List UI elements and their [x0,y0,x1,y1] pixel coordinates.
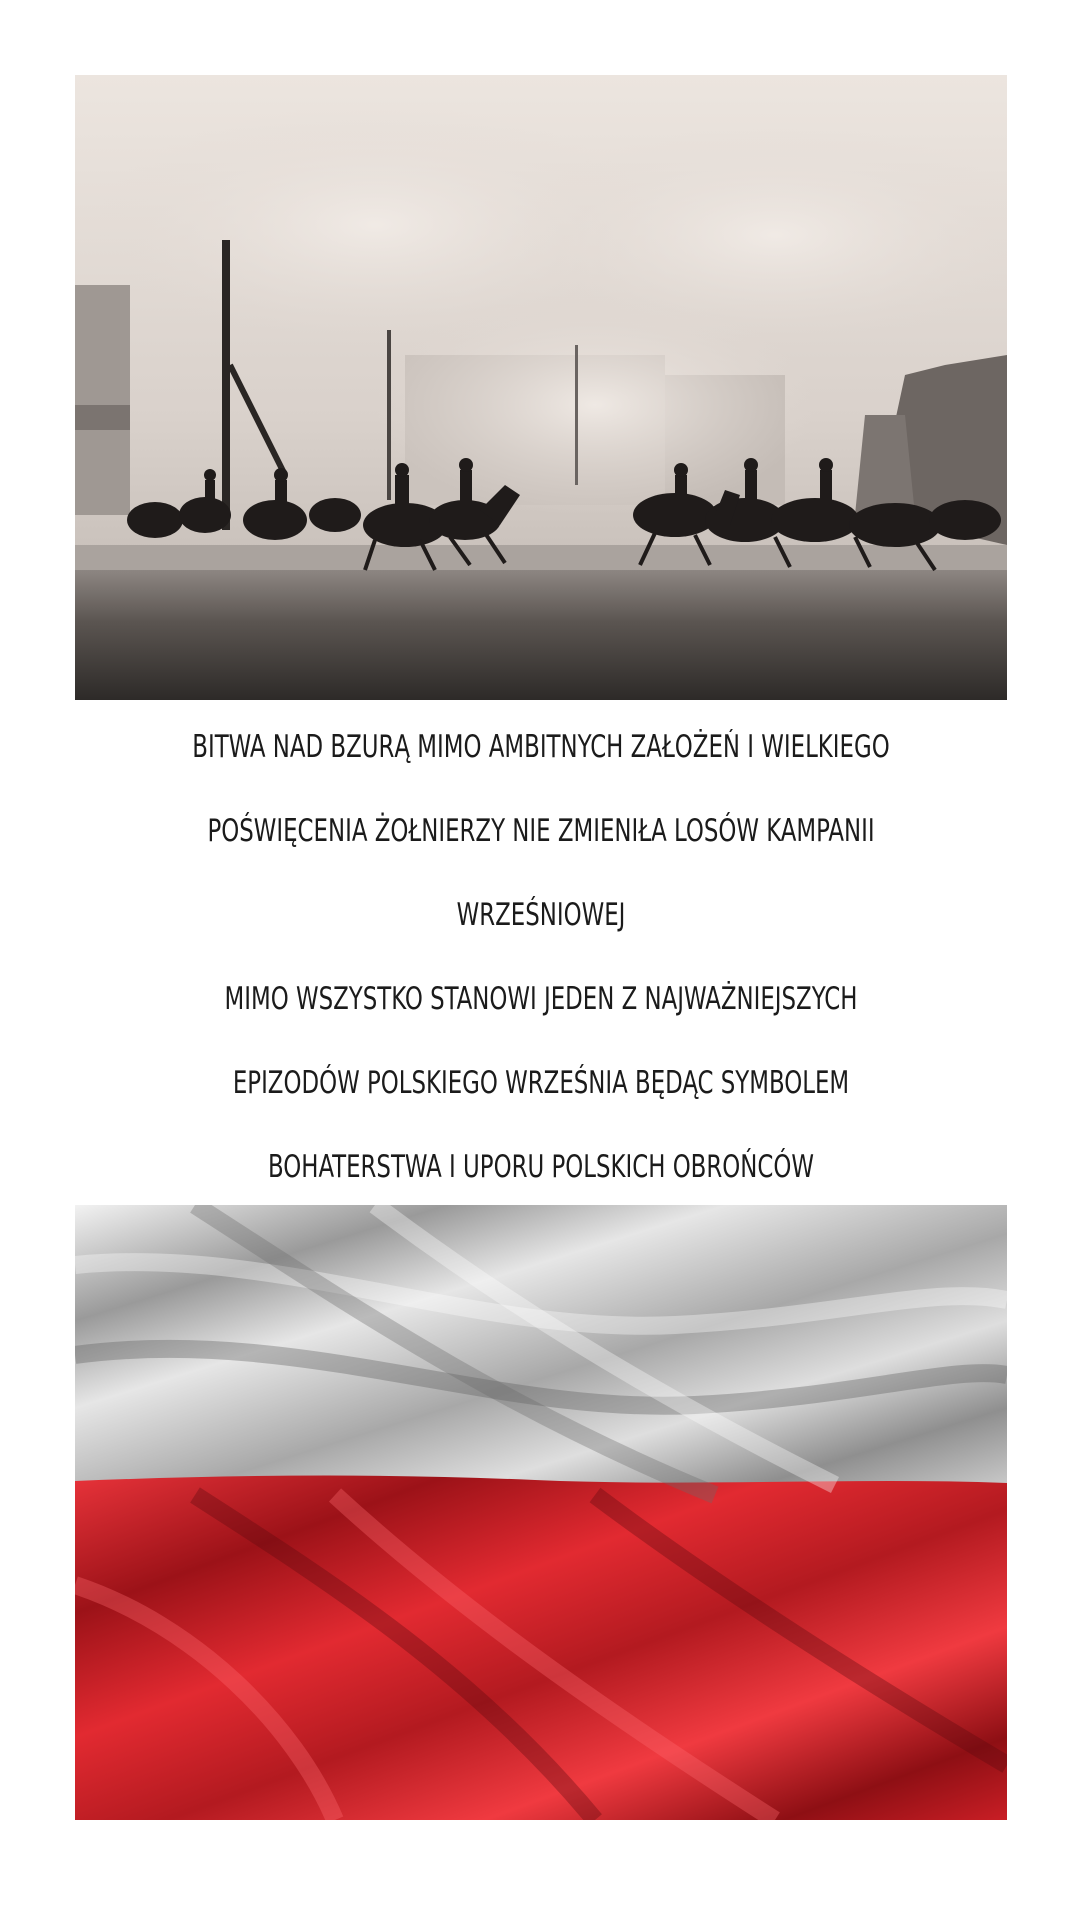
polish-flag-photo [75,1205,1007,1820]
caption-line-5: EPIZODÓW POLSKIEGO WRZEŚNIA BĘDĄC SYMBOLEM [232,1065,850,1101]
cavalry-photo [75,75,1007,700]
caption-line-3: WRZEŚNIOWEJ [456,897,626,933]
polish-flag-icon [75,1205,1007,1820]
cavalry-charge-icon [75,75,1007,700]
caption-line-2: POŚWIĘCENIA ŻOŁNIERZY NIE ZMIENIŁA LOSÓW KAMPANII [207,813,875,849]
caption-line-6: BOHATERSTWA I UPORU POLSKICH OBROŃCÓW [268,1149,814,1185]
caption-line-4: MIMO WSZYSTKO STANOWI JEDEN Z NAJWAŻNIEJSZYCH [224,981,858,1017]
caption-text [75,705,1007,1200]
caption-line-1: BITWA NAD BZURĄ MIMO AMBITNYCH ZAŁOŻEŃ I WIELKIEGO [192,729,890,765]
